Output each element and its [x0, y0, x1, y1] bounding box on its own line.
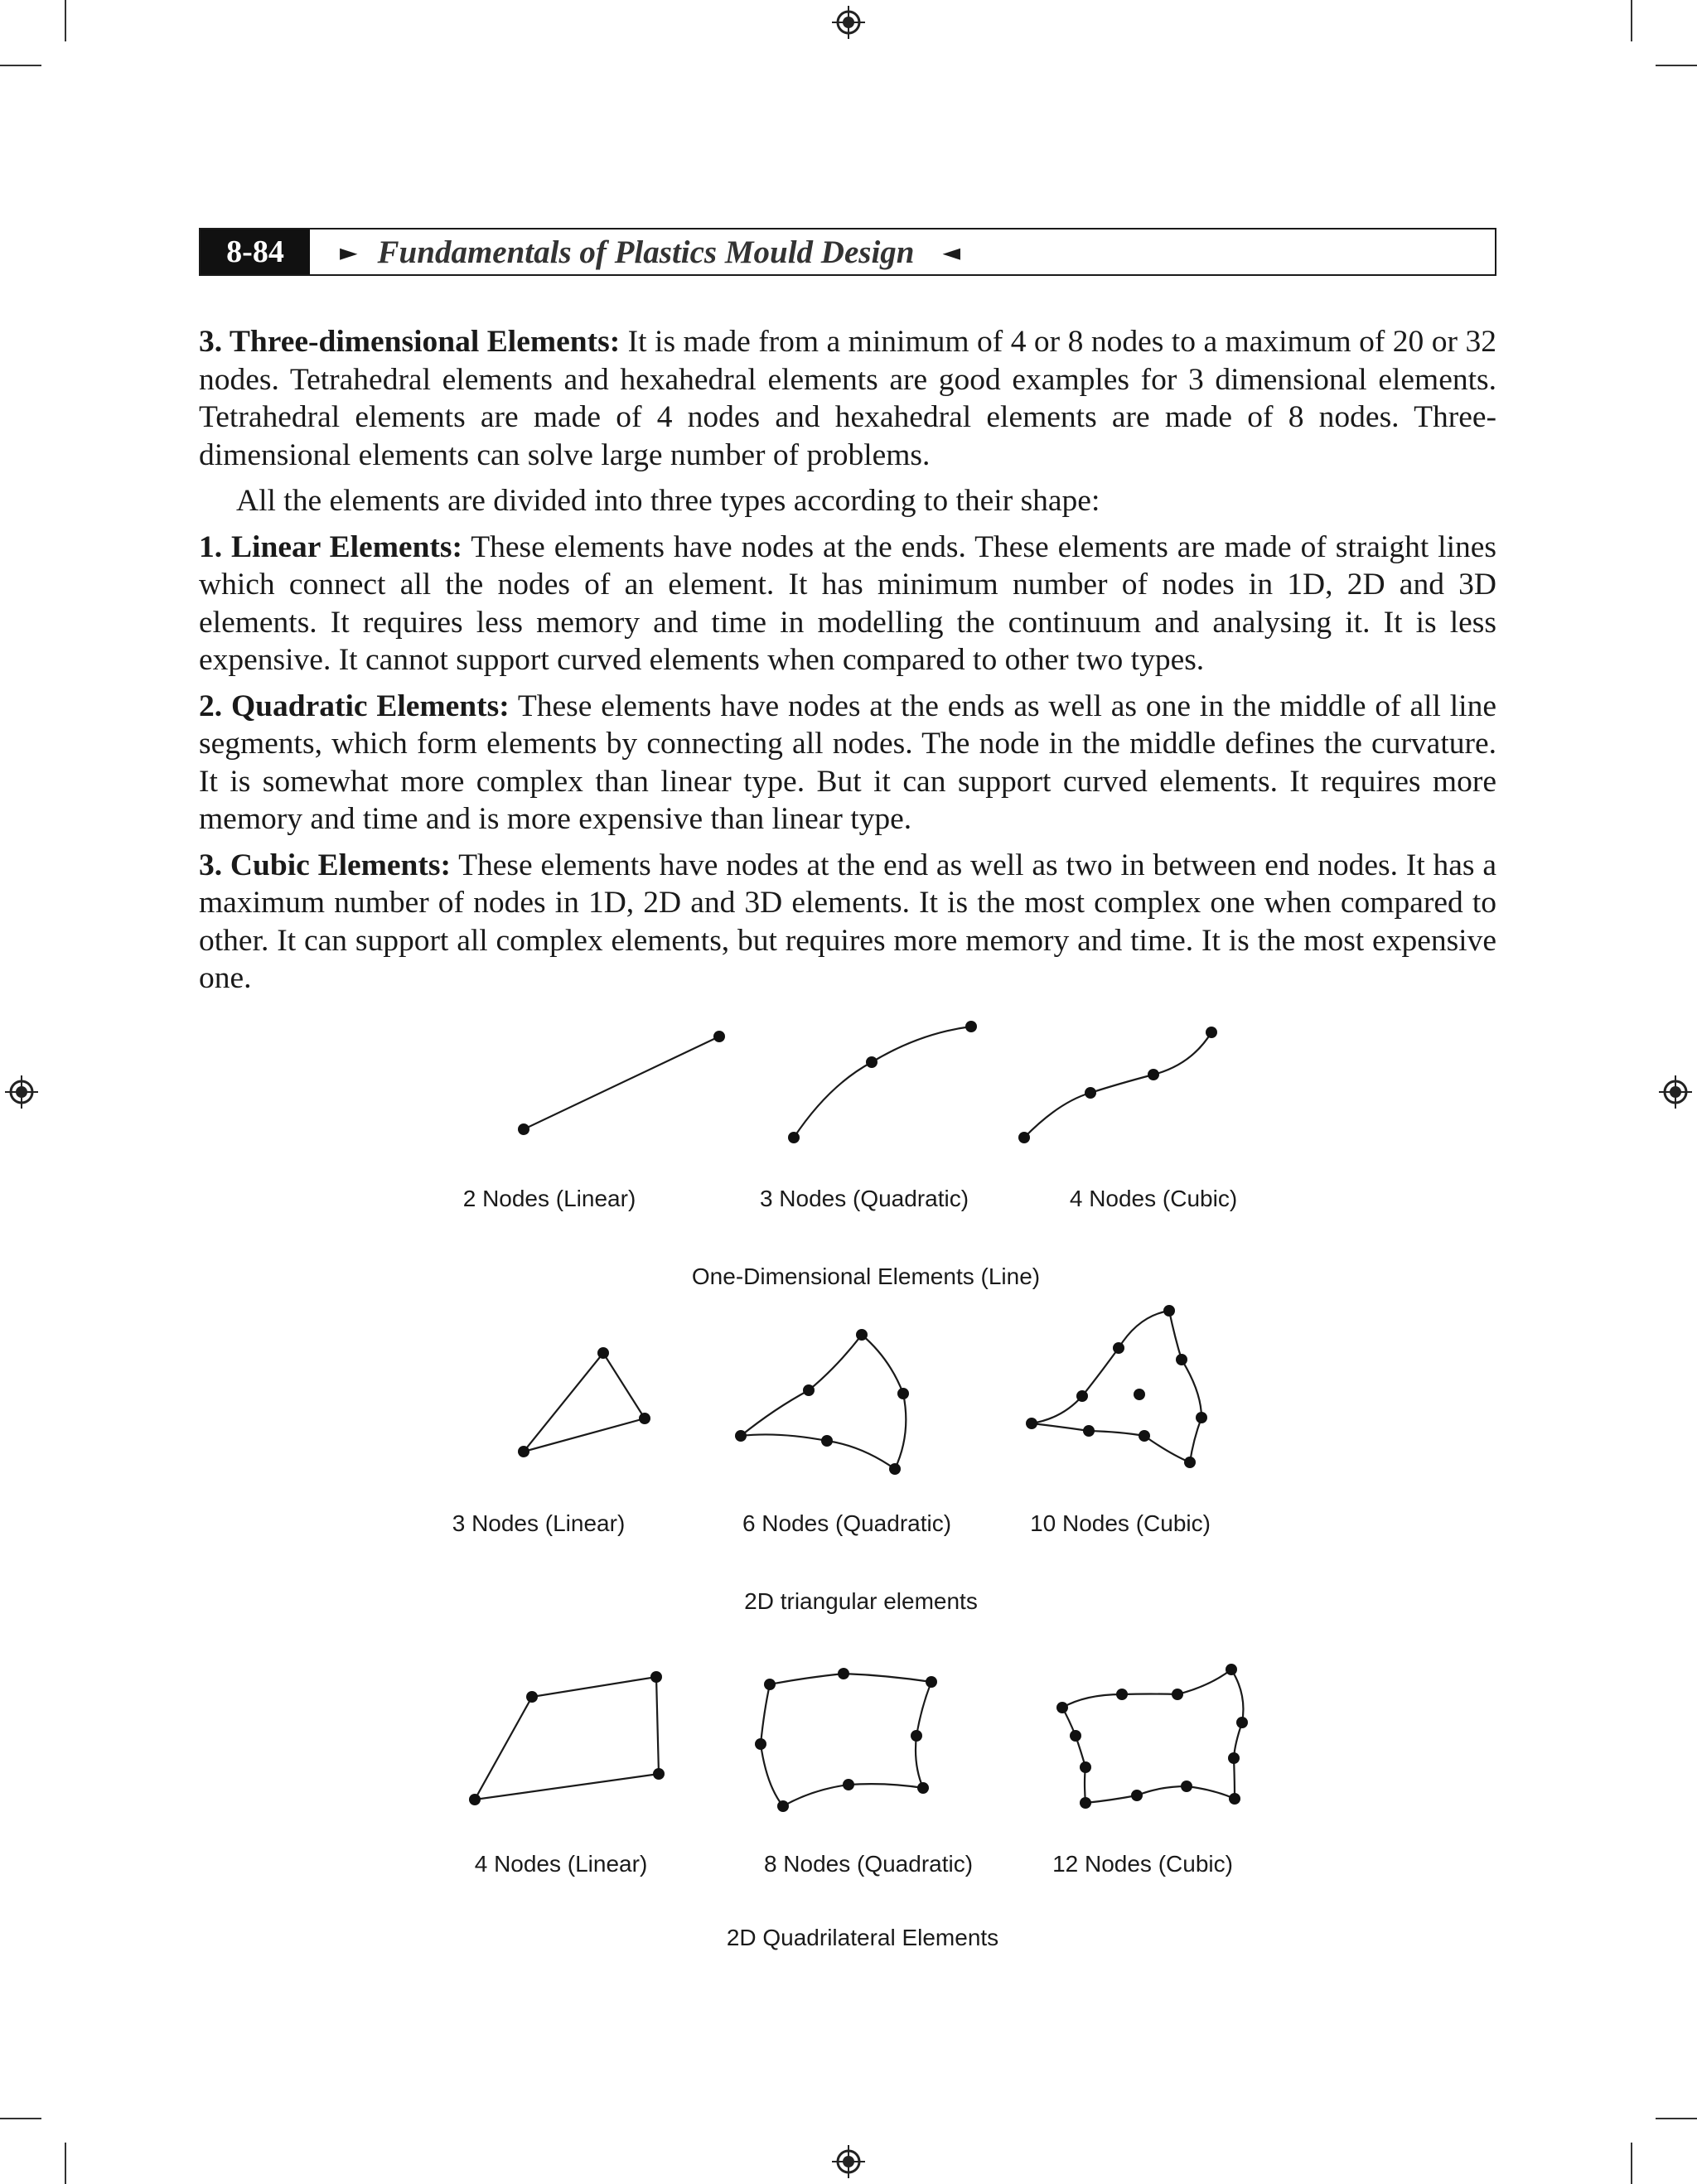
paragraph-heading: 1. Linear Elements: [199, 529, 462, 564]
node [788, 1132, 800, 1143]
node [1148, 1069, 1159, 1080]
node [1026, 1418, 1037, 1429]
paragraph-text: These elements have nodes at the ends as well as one in the middle of all line segments, which form elements by connecting all nodes. The node in the middle defines the curvature. It is somewhat more complex than linear type. But it can support curved elements. It requires more memory and time and is more expensive than linear type. [199, 689, 1496, 836]
node [1176, 1354, 1187, 1365]
node [911, 1730, 922, 1742]
node [1131, 1790, 1143, 1801]
node [821, 1435, 833, 1447]
arrow-left-icon: ◄ [942, 238, 961, 266]
node [1070, 1730, 1081, 1742]
paragraph-text: It is made from a minimum of 4 or 8 nodes to a maximum of 20 or 32 nodes. Tetrahedral elements and hexahedral elements are good examples for 3 dimensional elements. Tetrahedral elements are made of 4 nodes and hexahedral elements are made of 8 nodes. Three-dimensional elements can solve large number of problems. [199, 325, 1496, 472]
node [1206, 1027, 1217, 1038]
linear-line-element [524, 1036, 719, 1129]
node [889, 1463, 901, 1475]
node [713, 1031, 725, 1042]
node [1163, 1305, 1175, 1317]
caption-one-dimensional: One-Dimensional Elements (Line) [691, 1264, 1041, 1289]
caption-2d-triangular: 2D triangular elements [744, 1588, 978, 1614]
node [1184, 1457, 1196, 1468]
node [1076, 1390, 1088, 1402]
linear-triangle-element [524, 1353, 645, 1452]
label-6-nodes-quadratic: 6 Nodes (Quadratic) [742, 1510, 952, 1536]
label-4-nodes-linear: 4 Nodes (Linear) [474, 1851, 648, 1877]
node [1080, 1761, 1091, 1773]
paragraph-heading: 2. Quadratic Elements: [199, 689, 510, 723]
label-8-nodes-quadratic: 8 Nodes (Quadratic) [763, 1851, 974, 1877]
node [866, 1056, 878, 1068]
node [653, 1768, 665, 1780]
node [897, 1388, 909, 1399]
label-3-nodes-linear: 3 Nodes (Linear) [452, 1510, 626, 1536]
paragraph-heading: 3. Three-dimensional Elements: [199, 325, 621, 359]
node [1228, 1752, 1240, 1764]
node [1181, 1781, 1192, 1792]
node [1196, 1412, 1207, 1423]
label-4-nodes-cubic: 4 Nodes (Cubic) [1069, 1186, 1238, 1211]
linear-quad-element [475, 1677, 659, 1800]
node [1116, 1689, 1128, 1700]
node [1172, 1689, 1183, 1700]
node [1134, 1389, 1145, 1400]
node [518, 1123, 529, 1135]
node [526, 1691, 538, 1703]
label-12-nodes-cubic: 12 Nodes (Cubic) [1052, 1851, 1233, 1877]
node [469, 1794, 481, 1805]
node [1113, 1342, 1124, 1354]
quadratic-triangle-element [741, 1335, 906, 1469]
cubic-quad-element [1062, 1669, 1243, 1803]
paragraph-text: These elements have nodes at the ends. These elements are made of straight lines which connect all the nodes of an element. It has minimum number of nodes in 1D, 2D and 3D elements. It requires less memory and time in modelling the continuum and analysing it. It is less expensive. It cannot support curved elements when compared to other two types. [199, 529, 1496, 677]
node [856, 1329, 868, 1341]
node [1226, 1664, 1237, 1675]
node [1056, 1702, 1068, 1713]
node [803, 1384, 815, 1396]
node [1229, 1793, 1240, 1805]
node [843, 1779, 854, 1790]
node [1139, 1430, 1150, 1442]
label-10-nodes-cubic: 10 Nodes (Cubic) [1030, 1510, 1211, 1536]
node [1085, 1087, 1096, 1099]
paragraph-text: All the elements are divided into three types according to their shape: [236, 484, 1100, 518]
page-number: 8-84 [201, 230, 310, 274]
node [764, 1679, 776, 1690]
paragraph-text: These elements have nodes at the end as well as two in between end nodes. It has a maximum number of nodes in 1D, 2D and 3D elements. It is the most complex one when compared to other. It can support all complex elements, but requires more memory and time. It is the most expensive one. [199, 848, 1496, 995]
book-title: Fundamentals of Plastics Mould Design [377, 234, 915, 270]
node [926, 1676, 937, 1688]
caption-2d-quadrilateral: 2D Quadrilateral Elements [726, 1925, 999, 1950]
node [518, 1446, 529, 1457]
node [838, 1668, 849, 1679]
quadratic-line-element [794, 1027, 971, 1138]
paragraph-heading: 3. Cubic Elements: [199, 848, 451, 882]
node [735, 1430, 747, 1442]
node [650, 1671, 662, 1683]
arrow-right-icon: ► [340, 238, 358, 266]
node [755, 1738, 766, 1750]
cubic-line-element [1024, 1032, 1211, 1138]
node [639, 1413, 650, 1424]
node [777, 1800, 789, 1812]
label-2-nodes-linear: 2 Nodes (Linear) [462, 1186, 636, 1211]
node [965, 1021, 977, 1032]
node [1083, 1425, 1095, 1437]
node [597, 1347, 609, 1359]
node [1236, 1717, 1248, 1728]
node [1080, 1797, 1091, 1809]
node [1018, 1132, 1030, 1143]
node [917, 1782, 929, 1794]
cubic-triangle-element [1032, 1311, 1201, 1462]
label-3-nodes-quadratic: 3 Nodes (Quadratic) [759, 1186, 969, 1211]
